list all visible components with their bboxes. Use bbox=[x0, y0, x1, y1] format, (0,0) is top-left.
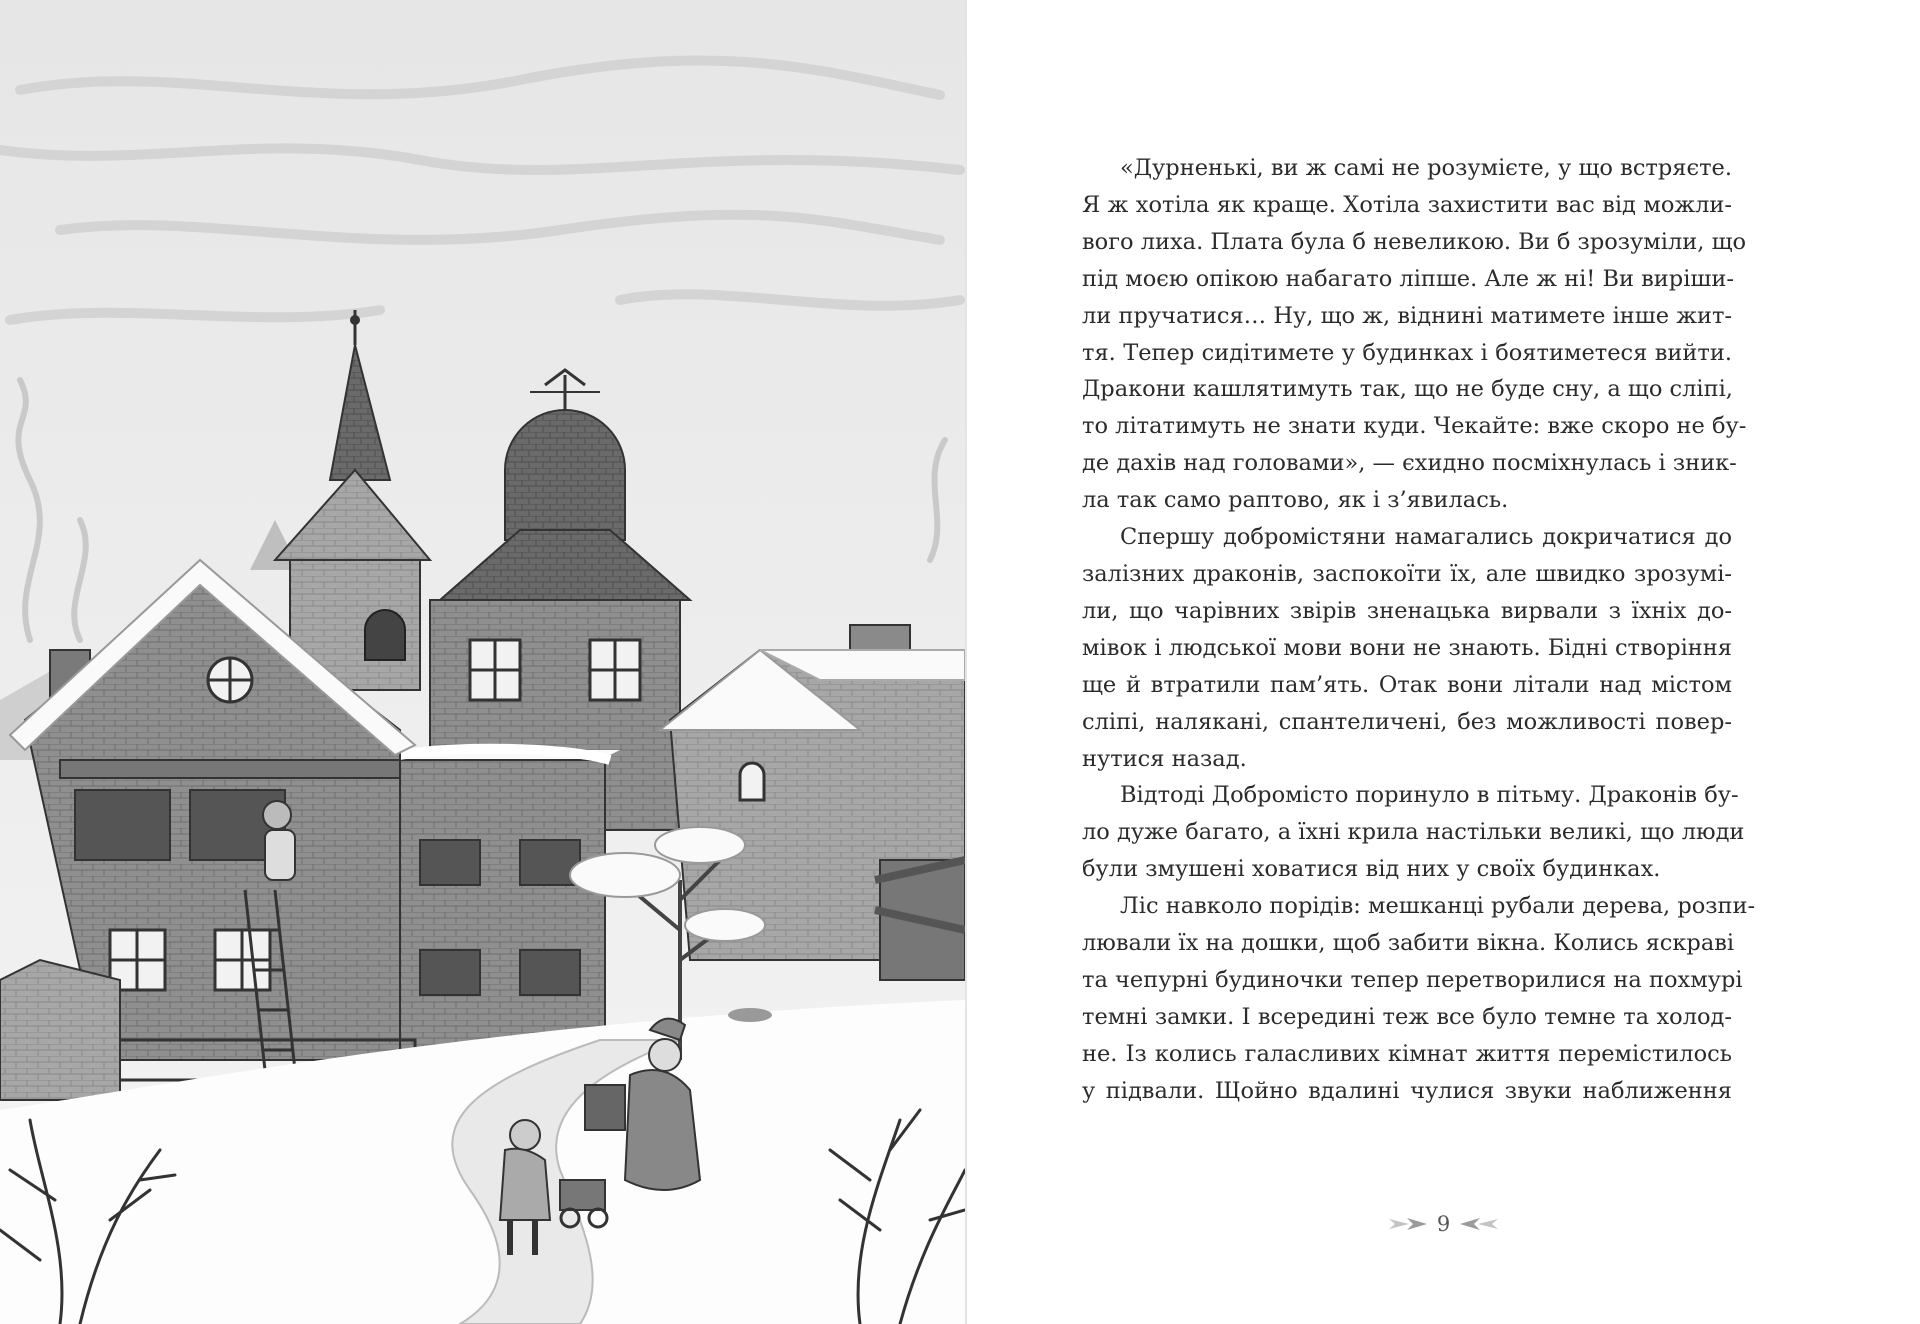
text-line: Я ж хотіла як краще. Хотіла захистити вас від можли- bbox=[1082, 191, 1732, 218]
folio-left-ornament-icon bbox=[1385, 1217, 1427, 1231]
text-line: ще й втратили пам’ять. Отак вони літали над містом bbox=[1082, 671, 1732, 698]
text-line: ли, що чарівних звірів зненацька вирвали з їхніх до- bbox=[1082, 597, 1732, 624]
text-line: мівок і людської мови вони не знають. Бідні створіння bbox=[1082, 634, 1732, 661]
text-line: ла так само раптово, як і з’явилась. bbox=[1082, 487, 1509, 514]
tree-stump bbox=[728, 1008, 772, 1022]
text-line: під моєю опікою набагато ліпше. Але ж ні! Ви виріши- bbox=[1082, 265, 1734, 292]
folio-right-ornament-icon bbox=[1460, 1217, 1502, 1231]
page-number: 9 bbox=[1436, 1212, 1451, 1236]
text-line: Спершу добромістяни намагались докричатися до bbox=[1120, 524, 1732, 551]
left-building bbox=[0, 960, 120, 1100]
text-line: «Дурненькі, ви ж самі не розумієте, у що встряєте. bbox=[1120, 155, 1732, 181]
text-line: вого лиха. Плата була б невеликою. Ви б зрозуміли, що bbox=[1082, 228, 1747, 255]
text-line: то літатимуть не знати куди. Чекайте: вже скоро не бу- bbox=[1082, 413, 1747, 440]
text-line: темні замки. І всередині теж все було темне та холод- bbox=[1082, 1003, 1732, 1030]
text-line: ло дуже багато, а їхні крила настільки великі, що люди bbox=[1082, 819, 1745, 846]
text-line: лювали їх на дошки, щоб забити вікна. Колись яскраві bbox=[1082, 930, 1735, 957]
text-line: були змушені ховатися від них у своїх будинках. bbox=[1082, 856, 1661, 883]
story-body-text bbox=[1082, 150, 1756, 1110]
text-line: та чепурні будиночки тепер перетворилися на похмурі bbox=[1082, 966, 1743, 993]
text-line: сліпі, налякані, спантеличені, без можливості повер- bbox=[1082, 708, 1732, 735]
middle-house bbox=[380, 749, 620, 1050]
text-line: Відтоді Добромісто поринуло в пітьму. Драконів бу- bbox=[1120, 782, 1739, 809]
text-line: залізних драконів, заспокоїти їх, але швидко зрозумі- bbox=[1082, 560, 1732, 587]
text-line: не. Із колись галасливих кімнат життя перемістилось bbox=[1082, 1040, 1732, 1067]
page-number-folio bbox=[967, 1212, 1920, 1236]
text-line: де дахів над головами», — єхидно посміхнулась і зник- bbox=[1082, 450, 1737, 477]
text-line: ли пручатися… Ну, що ж, віднині матимете інше жит- bbox=[1082, 302, 1732, 329]
text-line: тя. Тепер сидітимете у будинках і боятиметеся вийти. bbox=[1082, 339, 1732, 366]
text-line: у підвали. Щойно вдалині чулися звуки наближення bbox=[1082, 1077, 1732, 1104]
text-line: Дракони кашлятимуть так, що не буде сну, а що сліпі, bbox=[1082, 376, 1733, 403]
text-line: нутися назад. bbox=[1082, 745, 1247, 772]
text-page bbox=[967, 0, 1920, 1324]
text-line: Ліс навколо порідів: мешканці рубали дерева, розпи- bbox=[1120, 893, 1756, 920]
